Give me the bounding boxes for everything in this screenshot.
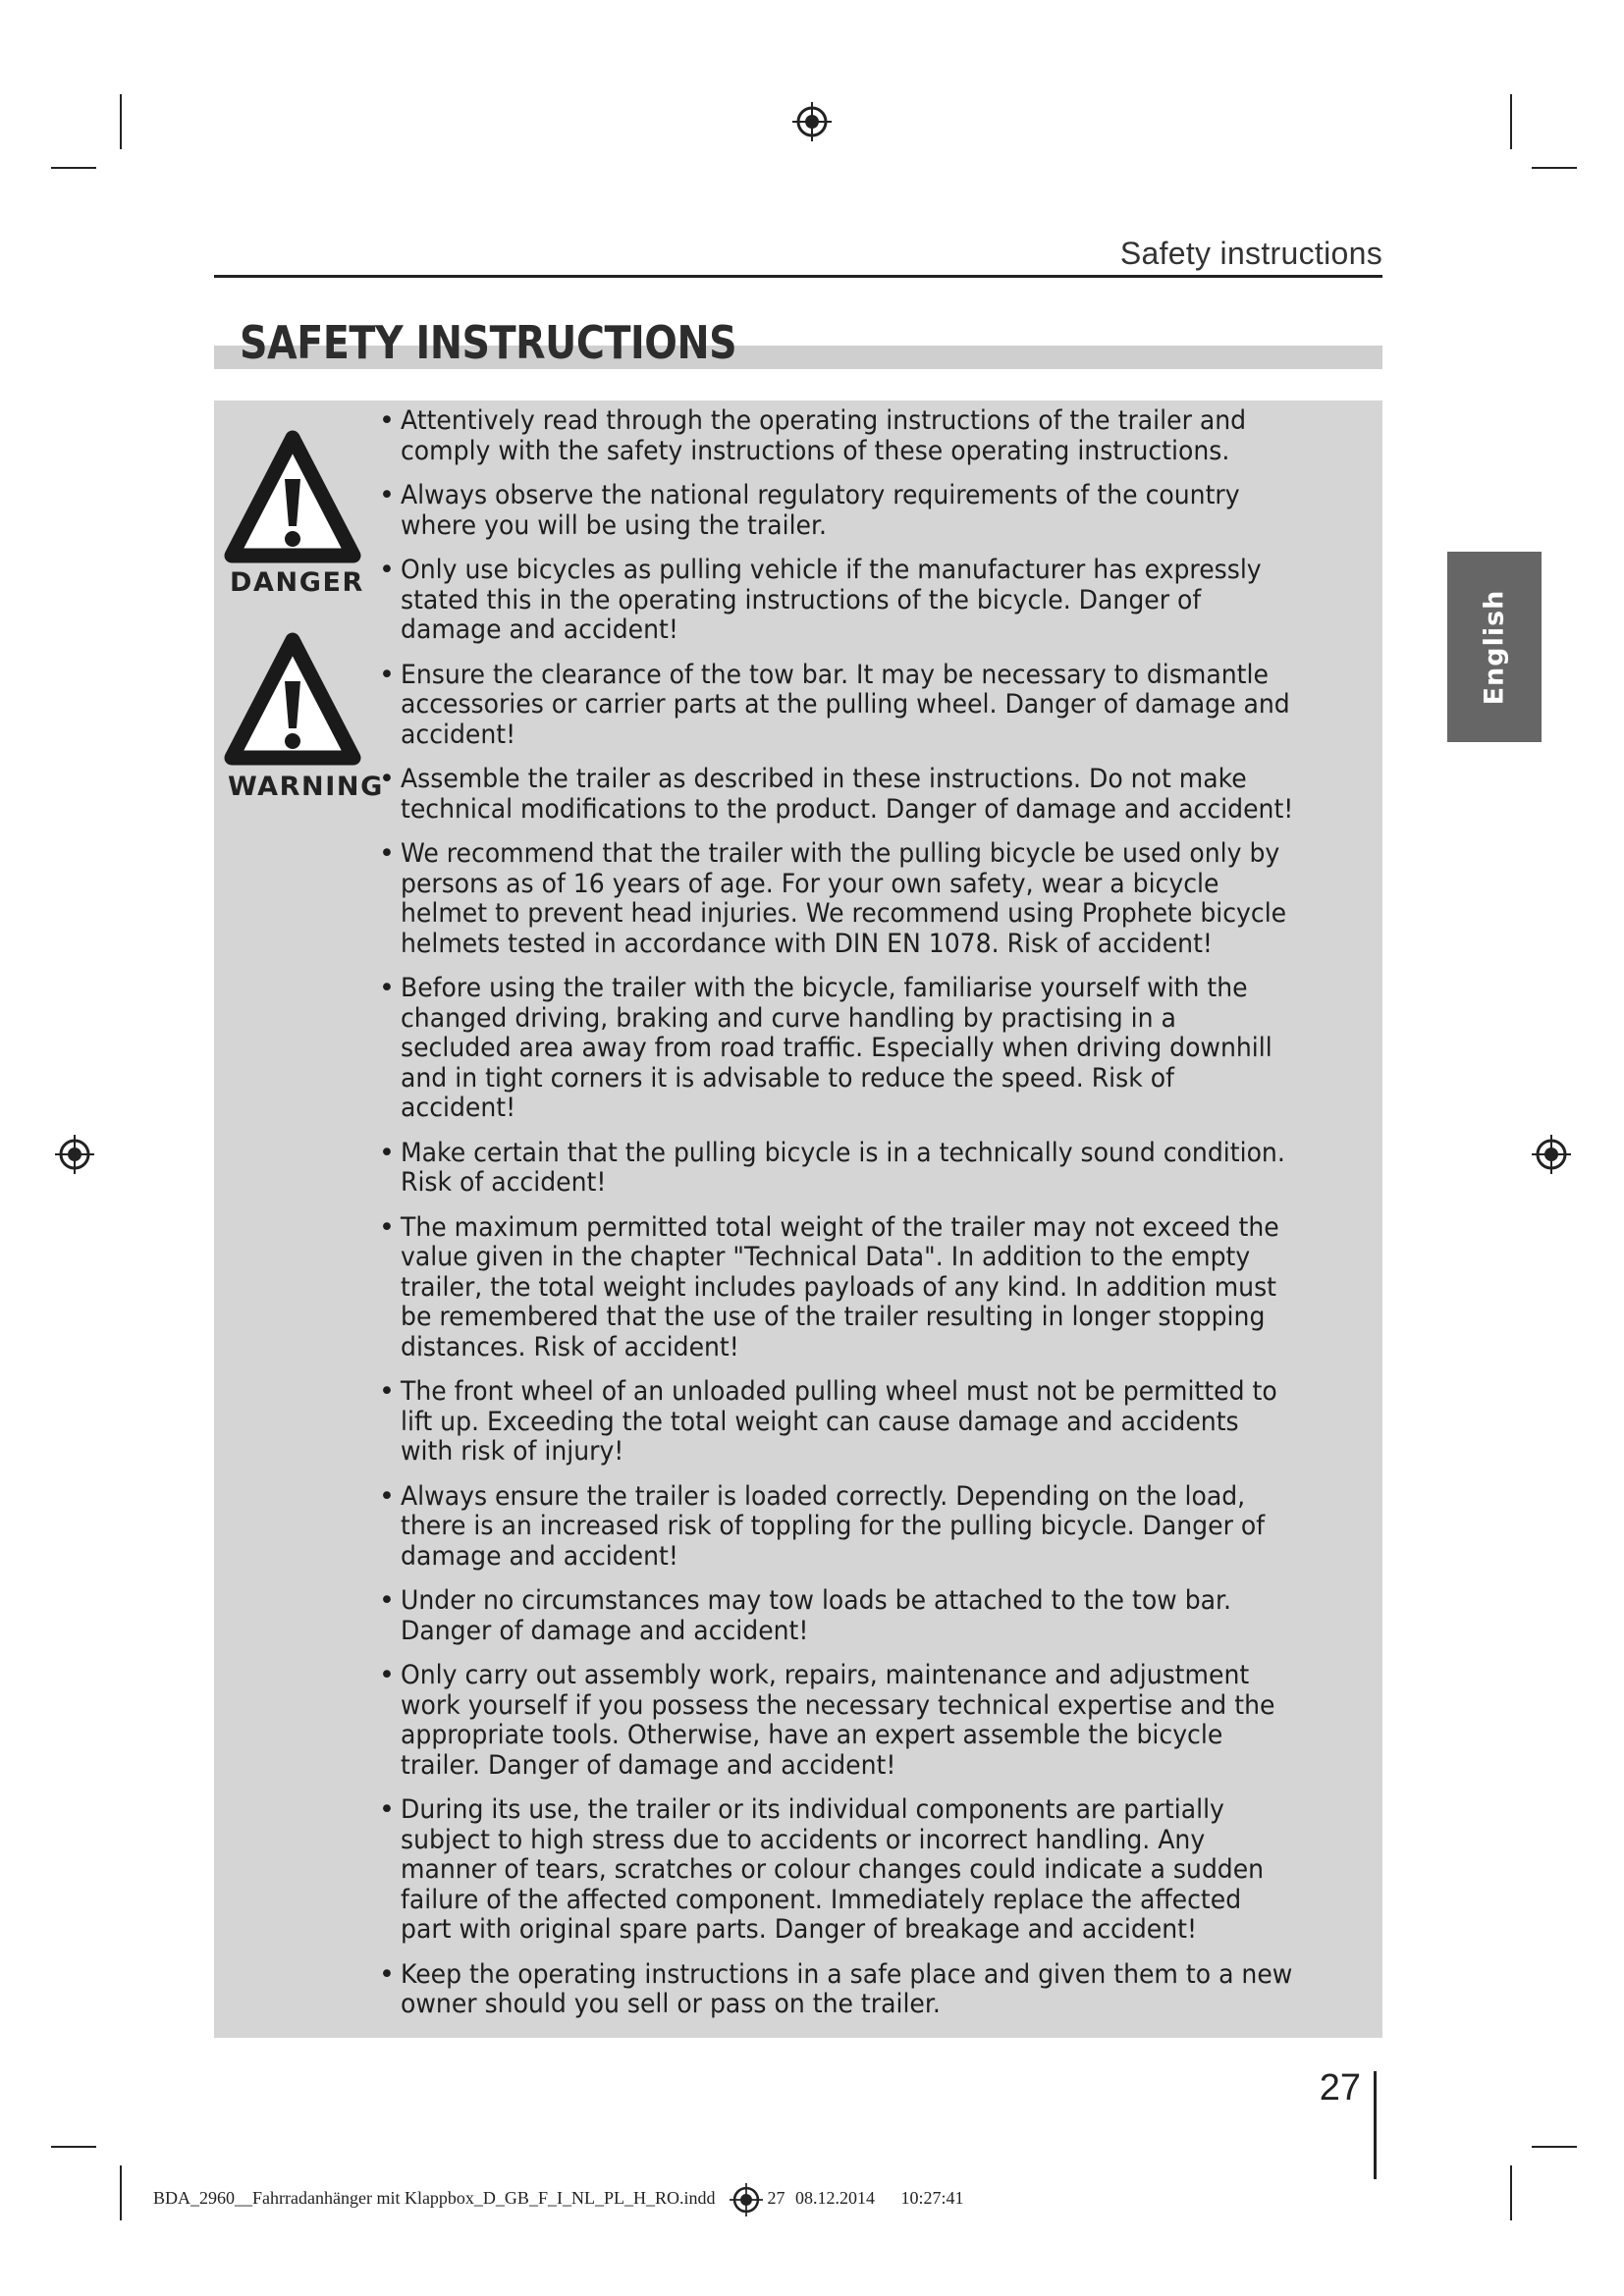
crop-mark-bottom-left	[120, 2165, 122, 2220]
slug-page: 27	[767, 2188, 785, 2209]
bullet: •	[379, 838, 395, 869]
crop-mark-bottom-right	[1510, 2165, 1512, 2220]
warning-triangle-icon	[224, 630, 361, 772]
bullet: •	[379, 1480, 395, 1512]
print-slug	[153, 2183, 963, 2216]
header-rule	[214, 275, 1382, 278]
registration-mark-top-icon	[792, 102, 832, 141]
list-item: • Before using the trailer with the bicycle, familiarise yourself with the changed driving, braking and curve handling by practising in a secluded area away from road traffic. Especially when driving downhill and in tight corners it is advisable to reduce the speed. Risk of accident!	[379, 973, 1272, 1123]
page-number: 27	[1319, 2067, 1361, 2109]
list-item: • The front wheel of an unloaded pulling wheel must not be permitted to lift up. Exceeding the total weight can cause damage and accidents with risk of injury!	[379, 1376, 1277, 1467]
bullet: •	[379, 480, 395, 510]
list-item: • Only use bicycles as pulling vehicle if the manufacturer has expressly stated this in the operating instructions of the bicycle. Danger of damage and accident!	[379, 555, 1262, 645]
language-tab	[1447, 552, 1542, 742]
crop-mark-top-left	[120, 94, 122, 149]
crop-mark-bottom-right-h	[1532, 2146, 1577, 2148]
bullet: •	[379, 1958, 395, 1990]
page-number-rule	[1374, 2071, 1377, 2179]
crop-mark-top-right	[1510, 94, 1512, 149]
list-item: • Ensure the clearance of the tow bar. It may be necessary to dismantle accessories or carrier parts at the pulling wheel. Danger of damage and accident!	[379, 659, 1290, 750]
slug-date: 08.12.2014	[794, 2188, 875, 2209]
bullet: •	[379, 405, 395, 436]
crop-mark-top-right-h	[1532, 167, 1577, 169]
running-header: Safety instructions	[1119, 236, 1382, 271]
list-item: • Under no circumstances may tow loads be attached to the tow bar. Danger of damage and accident!	[379, 1585, 1232, 1646]
warning-label: WARNING	[228, 772, 384, 802]
bullet: •	[379, 1585, 395, 1616]
language-tab-label: English	[1479, 589, 1510, 705]
crop-mark-top-left-h	[51, 167, 96, 169]
registration-mark-right-icon	[1532, 1135, 1571, 1174]
list-item: • Keep the operating instructions in a safe place and given them to a new owner should you sell or pass on the trailer.	[379, 1958, 1293, 2019]
list-item: • Assemble the trailer as described in these instructions. Do not make technical modifications to the product. Danger of damage and accident!	[379, 764, 1294, 825]
list-item: • The maximum permitted total weight of the trailer may not exceed the value given in the chapter "Technical Data". In addition to the empty trailer, the total weight includes payloads of any kind. In addition must be remembered that the use of the trailer resulting in longer stopping distances. Risk of accident!	[379, 1211, 1279, 1362]
crop-mark-bottom-left-h	[51, 2146, 96, 2148]
bullet: •	[379, 1794, 395, 1825]
bullet: •	[379, 659, 395, 690]
bullet: •	[379, 555, 395, 585]
slug-filename: BDA_2960__Fahrradanhänger mit Klappbox_D_GB_F_I_NL_PL_H_RO.indd	[153, 2188, 716, 2209]
registration-mark-left-icon	[55, 1135, 94, 1174]
slug-registration-icon	[730, 2183, 763, 2216]
bullet: •	[379, 764, 395, 794]
danger-label: DANGER	[230, 567, 364, 598]
list-item: • During its use, the trailer or its individual components are partially subject to high stress due to accidents or incorrect handling. Any manner of tears, scratches or colour changes could indicate a sudden failure of the affected component. Immediately replace the affected part with original spare parts. Danger of breakage and accident!	[379, 1794, 1265, 1945]
list-item: • Always ensure the trailer is loaded correctly. Depending on the load, there is an increased risk of toppling for the pulling bicycle. Danger of damage and accident!	[379, 1480, 1266, 1572]
bullet: •	[379, 973, 395, 1003]
instruction-list	[379, 406, 1361, 2035]
bullet: •	[379, 1376, 395, 1407]
bullet: •	[379, 1137, 395, 1168]
bullet: •	[379, 1211, 395, 1243]
danger-triangle-icon	[224, 428, 361, 569]
list-item: • Attentively read through the operating instructions of the trailer and comply with the safety instructions of these operating instructions.	[379, 405, 1247, 466]
list-item: • Only carry out assembly work, repairs, maintenance and adjustment work yourself if you possess the necessary technical expertise and the appropriate tools. Otherwise, have an expert assemble the bicycle trailer. Danger of damage and accident!	[379, 1660, 1275, 1781]
slug-time: 10:27:41	[900, 2188, 964, 2209]
list-item: • Always observe the national regulatory requirements of the country where you will be using the trailer.	[379, 480, 1240, 541]
page-title: SAFETY INSTRUCTIONS	[240, 316, 737, 369]
list-item: • Make certain that the pulling bicycle is in a technically sound condition. Risk of accident!	[379, 1137, 1285, 1198]
bullet: •	[379, 1660, 395, 1690]
list-item: • We recommend that the trailer with the pulling bicycle be used only by persons as of 16 years of age. For your own safety, wear a bicycle helmet to prevent head injuries. We recommend using Prophete bicycle helmets tested in accordance with DIN EN 1078. Risk of accident!	[379, 838, 1287, 959]
